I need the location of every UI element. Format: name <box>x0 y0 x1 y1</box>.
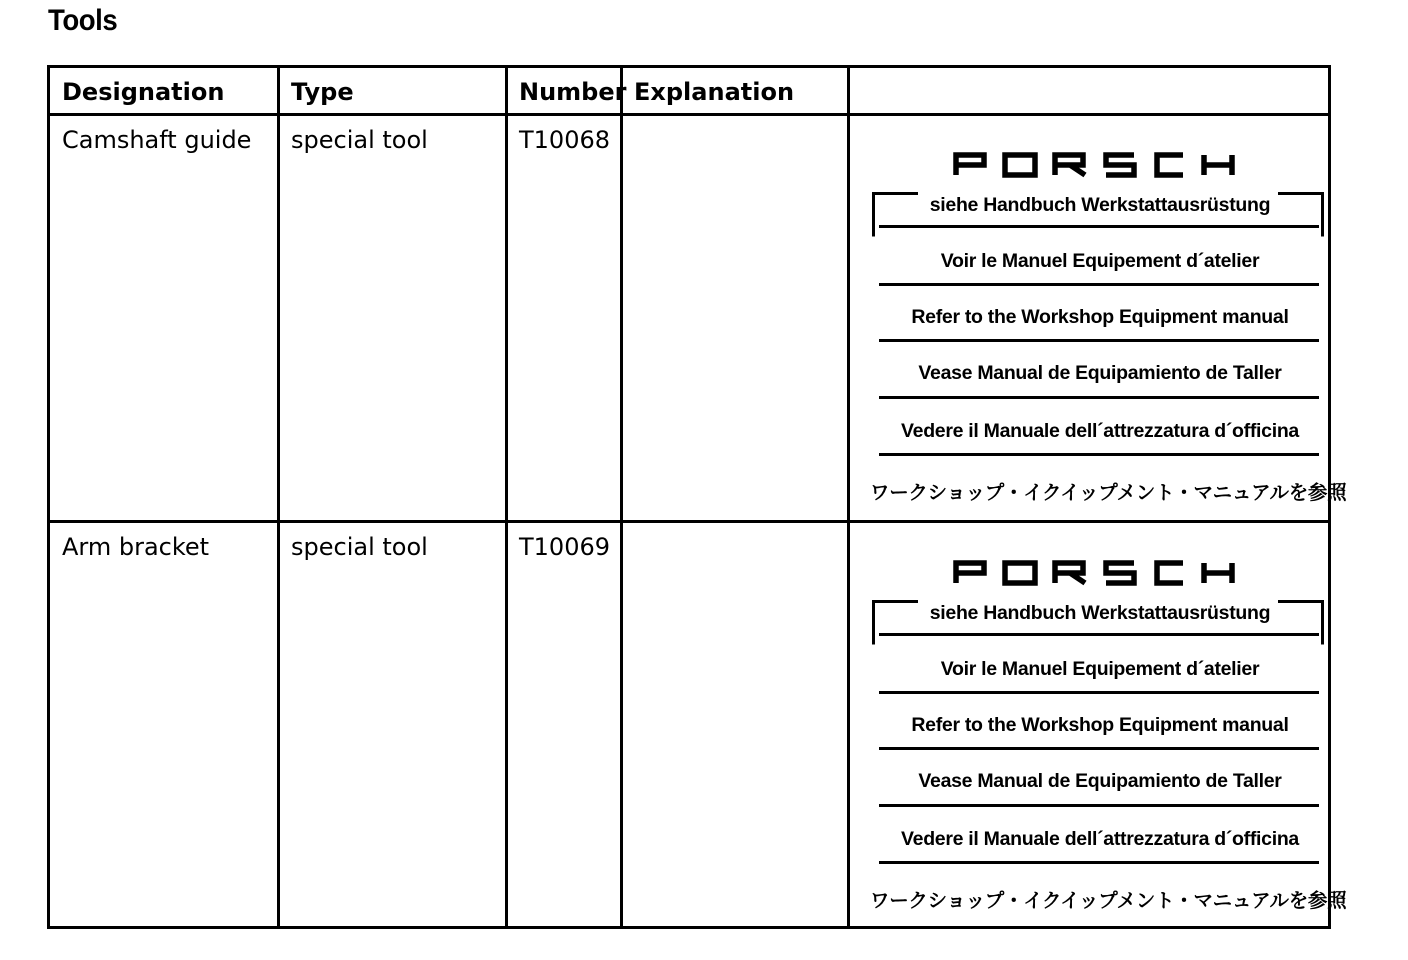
header-type: Type <box>291 78 354 106</box>
row-number: T10068 <box>519 126 611 154</box>
reference-line-fr: Voir le Manuel Equipement d´atelier <box>940 658 1260 680</box>
row-type: special tool <box>291 126 428 154</box>
reference-rule <box>879 861 1319 864</box>
header-number: Number <box>519 78 627 106</box>
tools-table <box>47 65 1347 929</box>
reference-line-es: Vease Manual de Equipamiento de Taller <box>918 770 1282 792</box>
reference-rule <box>879 747 1319 750</box>
reference-rule <box>879 633 1319 636</box>
reference-rule <box>879 339 1319 342</box>
column-divider <box>277 68 280 926</box>
header-divider <box>50 113 1328 116</box>
row-number: T10069 <box>519 533 611 561</box>
reference-rule <box>879 283 1319 286</box>
column-divider <box>505 68 508 926</box>
column-divider <box>847 68 850 926</box>
page-title: Tools <box>48 4 118 37</box>
reference-line-ja: ワークショップ・イクイップメント・マニュアルを参照 <box>870 890 1347 912</box>
reference-line-it: Vedere il Manuale dell´attrezzatura d´officina <box>901 828 1299 850</box>
header-designation: Designation <box>62 78 225 106</box>
reference-line-es: Vease Manual de Equipamiento de Taller <box>918 362 1282 384</box>
column-divider <box>620 68 623 926</box>
reference-line-de: siehe Handbuch Werkstattausrüstung <box>929 194 1271 216</box>
reference-rule <box>879 804 1319 807</box>
reference-line-fr: Voir le Manuel Equipement d´atelier <box>940 250 1260 272</box>
reference-line-ja: ワークショップ・イクイップメント・マニュアルを参照 <box>870 482 1347 504</box>
workshop-reference-label <box>870 152 1347 552</box>
reference-rule <box>879 396 1319 399</box>
workshop-reference-label <box>870 560 1347 960</box>
reference-rule <box>879 225 1319 228</box>
reference-line-it: Vedere il Manuale dell´attrezzatura d´officina <box>901 420 1299 442</box>
porsche-logo <box>953 152 1243 178</box>
reference-line-de: siehe Handbuch Werkstattausrüstung <box>929 602 1271 624</box>
reference-line-en: Refer to the Workshop Equipment manual <box>911 714 1289 736</box>
reference-line-en: Refer to the Workshop Equipment manual <box>911 306 1289 328</box>
row-type: special tool <box>291 533 428 561</box>
row-designation: Arm bracket <box>62 533 210 561</box>
reference-rule <box>879 453 1319 456</box>
reference-rule <box>879 691 1319 694</box>
row-designation: Camshaft guide <box>62 126 252 154</box>
header-explanation: Explanation <box>634 78 795 106</box>
porsche-logo <box>953 560 1243 586</box>
